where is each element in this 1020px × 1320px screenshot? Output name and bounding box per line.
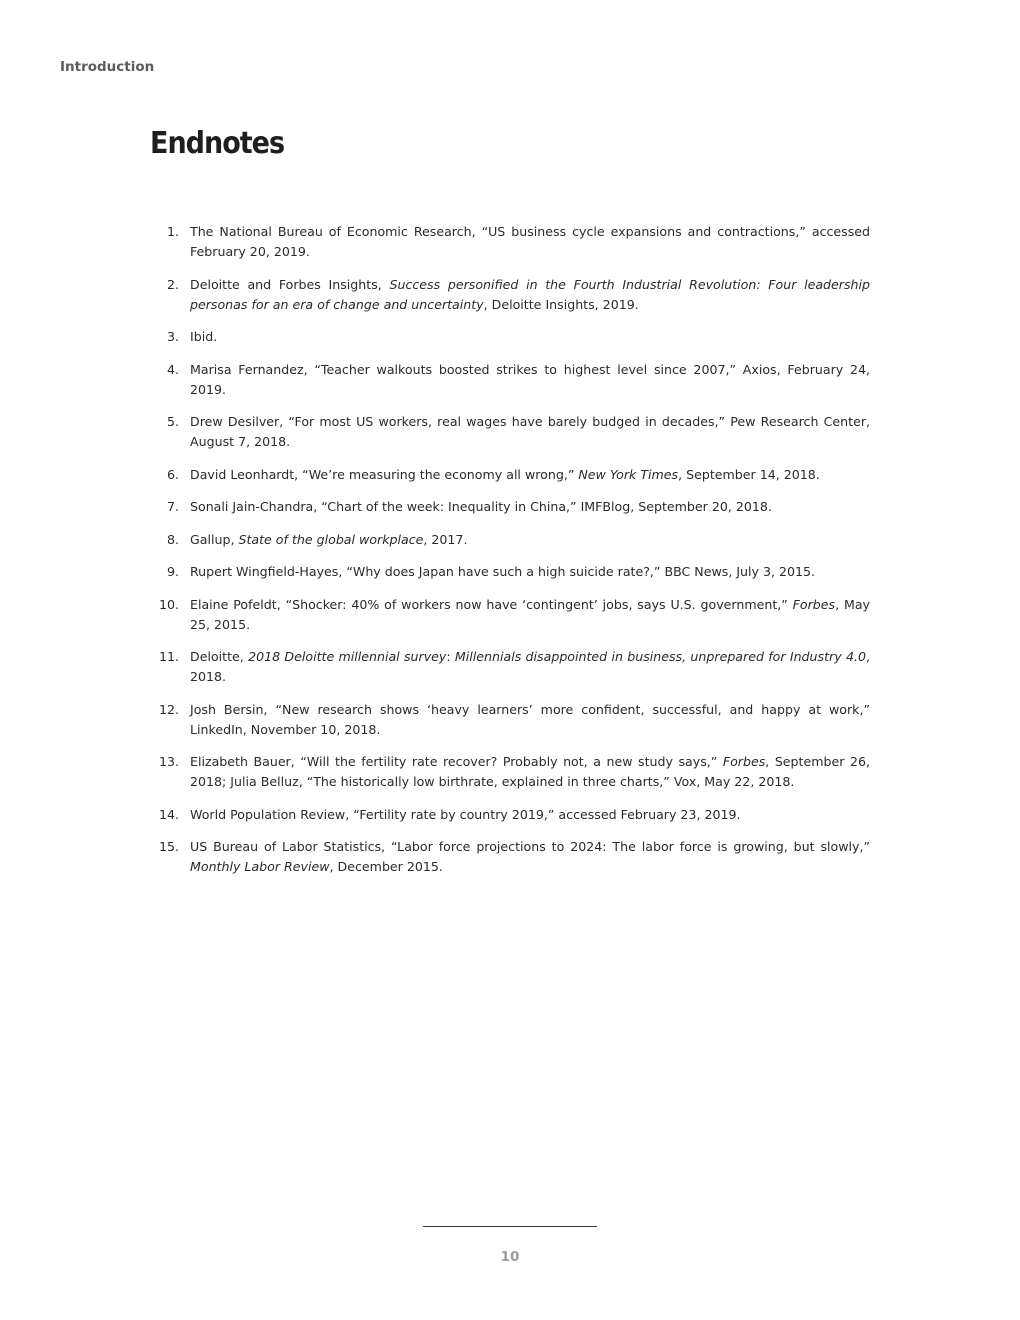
list-item <box>148 752 870 792</box>
endnote-number: 2. <box>166 276 179 292</box>
endnote-citation: World Population Review, “Fertility rate by country 2019,” accessed February 23, 2019. <box>190 806 741 822</box>
endnote-citation: David Leonhardt, “We’re measuring the economy all wrong,” <box>190 466 579 482</box>
endnote-citation: Gallup, <box>190 531 239 547</box>
endnote-citation: Elaine Pofeldt, “Shocker: 40% of workers now have ‘contingent’ jobs, says U.S. government,” <box>190 596 793 612</box>
endnote-number: 11. <box>158 649 179 664</box>
endnote-citation-tail: , 2017. <box>423 531 468 547</box>
endnote-text <box>190 327 870 347</box>
page-title: Endnotes <box>150 126 285 161</box>
endnote-text <box>190 647 870 687</box>
endnote-citation: The National Bureau of Economic Research, “US business cycle expansions and contractions,” accessed February 20, 2019. <box>190 224 870 259</box>
endnote-citation-end: , 2018. <box>190 649 870 684</box>
list-item <box>148 222 870 262</box>
endnotes-list <box>148 222 870 890</box>
endnote-text <box>190 465 870 485</box>
endnote-text <box>190 275 870 315</box>
endnote-number: 1. <box>166 224 179 239</box>
endnote-citation-tail: , Deloitte Insights, 2019. <box>483 296 639 312</box>
endnote-subtitle: Millennials disappointed in business, unprepared for Industry 4.0 <box>454 649 866 664</box>
list-item <box>148 562 870 582</box>
endnote-number: 8. <box>166 531 179 547</box>
endnote-citation-tail: , December 2015. <box>329 859 443 874</box>
endnote-text <box>190 595 870 635</box>
endnote-number: 5. <box>166 414 179 429</box>
endnote-number: 10. <box>158 596 179 612</box>
list-item <box>148 595 870 635</box>
endnote-citation: Elizabeth Bauer, “Will the fertility rate recover? Probably not, a new study says,” <box>190 754 723 769</box>
endnote-number: 9. <box>166 564 179 579</box>
endnote-text <box>190 412 870 452</box>
list-item <box>148 327 870 347</box>
endnote-text <box>190 530 870 550</box>
endnote-number: 14. <box>158 806 179 822</box>
list-item <box>148 275 870 315</box>
list-item <box>148 465 870 485</box>
endnote-number: 4. <box>166 361 179 377</box>
endnote-citation: Deloitte and Forbes Insights, <box>190 276 390 292</box>
endnote-citation-tail: , September 14, 2018. <box>678 466 820 482</box>
endnote-title: State of the global workplace <box>238 531 424 547</box>
list-item <box>148 530 870 550</box>
endnote-citation: US Bureau of Labor Statistics, “Labor force projections to 2024: The labor force is growing, but slowly,” <box>190 839 870 854</box>
endnote-number: 3. <box>166 329 179 344</box>
endnote-text <box>190 837 870 877</box>
endnote-text <box>190 700 870 740</box>
endnote-text <box>190 752 870 792</box>
list-item <box>148 837 870 877</box>
list-item <box>148 497 870 517</box>
running-header: Introduction <box>60 59 155 75</box>
list-item <box>148 700 870 740</box>
list-item <box>148 412 870 452</box>
endnote-title: Forbes <box>792 596 836 612</box>
endnote-text <box>190 222 870 262</box>
endnote-citation-tail: : <box>446 649 455 664</box>
endnote-text <box>190 360 870 400</box>
endnote-title: 2018 Deloitte millennial survey <box>248 649 447 664</box>
footer-divider <box>423 1226 597 1227</box>
endnote-text <box>190 497 870 517</box>
endnote-title: Success personified in the Fourth Industrial Revolution: Four leadership personas for an era of change and uncertainty <box>190 276 870 312</box>
endnote-citation: Marisa Fernandez, “Teacher walkouts boosted strikes to highest level since 2007,” Axios, February 24, 2019. <box>190 361 870 397</box>
endnote-citation: Drew Desilver, “For most US workers, real wages have barely budged in decades,” Pew Research Center, August 7, 2018. <box>190 414 870 449</box>
page-number: 10 <box>500 1249 520 1265</box>
list-item <box>148 647 870 687</box>
list-item <box>148 360 870 400</box>
endnote-number: 13. <box>158 754 179 769</box>
endnote-number: 6. <box>166 466 179 482</box>
endnote-number: 15. <box>158 839 179 854</box>
endnote-title: New York Times <box>578 466 679 482</box>
endnote-citation: Ibid. <box>190 329 218 344</box>
endnote-number: 12. <box>158 701 179 717</box>
endnote-citation: Rupert Wingfield-Hayes, “Why does Japan have such a high suicide rate?,” BBC News, July 3, 2015. <box>190 564 816 579</box>
endnote-title: Monthly Labor Review <box>190 859 330 874</box>
list-item <box>148 805 870 825</box>
endnote-citation-tail: , May 25, 2015. <box>190 596 871 632</box>
endnote-citation-tail: , September 26, 2018; Julia Belluz, “The historically low birthrate, explained in three charts,” Vox, May 22, 2018. <box>190 754 870 789</box>
endnote-citation: Deloitte, <box>190 649 249 664</box>
endnote-text <box>190 805 870 825</box>
endnote-text <box>190 562 870 582</box>
endnote-citation: Sonali Jain-Chandra, “Chart of the week: Inequality in China,” IMFBlog, September 20, 2018. <box>190 499 772 514</box>
endnote-title: Forbes <box>722 754 766 769</box>
endnote-citation: Josh Bersin, “New research shows ‘heavy learners’ more confident, successful, and happy at work,” LinkedIn, November 10, 2018. <box>190 701 870 737</box>
endnote-number: 7. <box>166 499 179 514</box>
